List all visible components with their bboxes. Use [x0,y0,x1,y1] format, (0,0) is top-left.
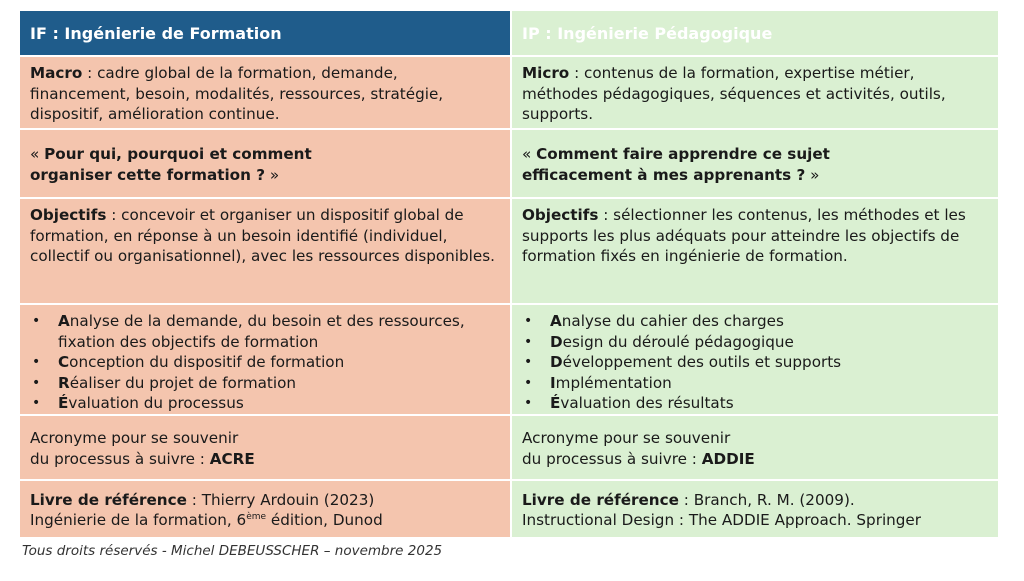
copyright-footer: Tous droits réservés - Michel DEBEUSSCHER – novembre 2025 [22,543,443,559]
list-item [522,352,988,373]
step-text: éveloppement des outils et supports [562,353,842,371]
reference-if-term: Livre de référence [30,490,187,509]
scope-if-cell [20,57,510,128]
step-initial: A [550,312,562,330]
acronym-if-value: ACRE [209,449,255,468]
objectives-ip-cell [510,199,998,303]
step-initial: I [550,373,556,392]
question-if-open: « [30,145,45,163]
objectives-if-term: Objectifs [30,206,107,224]
acronym-ip-line1: Acronyme pour se souvenir [522,429,731,447]
step-text: mplémentation [555,373,672,392]
step-initial: É [550,394,561,412]
step-text: nalyse de la demande, du besoin et des ressources, fixation des objectifs de formation [58,312,465,351]
acronym-if-line2-wrap [30,449,500,470]
question-ip-close: » [805,165,820,184]
list-item [522,332,988,353]
steps-ip-list [522,311,988,414]
scope-if-term: Macro [30,64,83,82]
list-item [30,373,500,394]
question-if-text: Pour qui, pourquoi et comment organiser cette formation ? [30,145,312,184]
reference-if-title: Ingénierie de la formation, 6 [30,511,247,529]
objectives-if-cell [20,199,510,303]
reference-ip-line2: Instructional Design : The ADDIE Approach. Springer [522,511,922,529]
step-text: onception du dispositif de formation [69,353,345,371]
step-initial: A [58,312,70,330]
objectives-ip-term: Objectifs [522,206,599,224]
reference-if-cell [20,481,510,537]
step-text: valuation du processus [68,394,244,412]
step-initial: D [550,332,563,351]
list-item [522,311,988,332]
reference-if-sup: ème [246,511,267,522]
step-text: éaliser du projet de formation [69,373,297,392]
step-initial: R [58,373,70,392]
reference-if-line2 [30,510,500,531]
list-item [522,373,988,394]
reference-if-line1 [30,490,500,511]
scope-ip-term: Micro [522,64,570,82]
reference-ip-text: : Branch, R. M. (2009). [678,490,855,509]
scope-ip-text: : contenus de la formation, expertise métier, méthodes pédagogiques, séquences et activités, outils, supports. [522,64,946,123]
list-item [30,393,500,414]
step-initial: C [58,353,70,371]
steps-if-cell [20,305,510,414]
objectives-ip-text: : sélectionner les contenus, les méthodes et les supports les plus adéquats pour atteindre les objectifs de formation fixés en ingénierie de formation. [522,206,966,265]
list-item [30,311,500,352]
acronym-ip-line2-wrap [522,449,988,470]
question-ip-open: « [522,145,537,163]
acronym-ip-value: ADDIE [701,449,755,468]
acronym-ip-line2: du processus à suivre : [522,449,702,468]
scope-ip-cell [510,57,998,128]
question-if-close: » [265,165,280,184]
header-ip [510,11,998,55]
objectives-if-text: : concevoir et organiser un dispositif global de formation, en réponse à un besoin identifié (individuel, collectif ou organisationnel), avec les ressources disponibles. [30,206,495,265]
step-initial: D [550,353,563,371]
acronym-if-line1: Acronyme pour se souvenir [30,429,239,447]
question-if-cell [20,130,510,197]
step-initial: É [58,394,69,412]
header-if-label: IF : Ingénierie de Formation [30,23,282,43]
step-text: esign du déroulé pédagogique [562,332,794,351]
reference-ip-cell [510,481,998,537]
scope-if-text: : cadre global de la formation, demande, financement, besoin, modalités, ressources, stratégie, dispositif, amélioration continue. [30,64,444,123]
reference-ip-line1 [522,490,988,511]
list-item [30,352,500,373]
acronym-ip-cell [510,416,998,479]
step-text: nalyse du cahier des charges [561,312,784,330]
reference-if-text: : Thierry Ardouin (2023) [186,490,375,509]
steps-ip-cell [510,305,998,414]
comparison-table [20,11,998,537]
reference-if-edition: édition, Dunod [266,511,383,529]
acronym-if-cell [20,416,510,479]
header-ip-label: IP : Ingénierie Pédagogique [522,23,773,43]
acronym-if-line2: du processus à suivre : [30,449,210,468]
question-ip-cell [510,130,998,197]
question-ip-text: Comment faire apprendre ce sujet efficacement à mes apprenants ? [522,145,830,184]
list-item [522,393,988,414]
steps-if-list [30,311,500,414]
step-text: valuation des résultats [560,394,734,412]
reference-ip-term: Livre de référence [522,490,679,509]
header-if [20,11,510,55]
